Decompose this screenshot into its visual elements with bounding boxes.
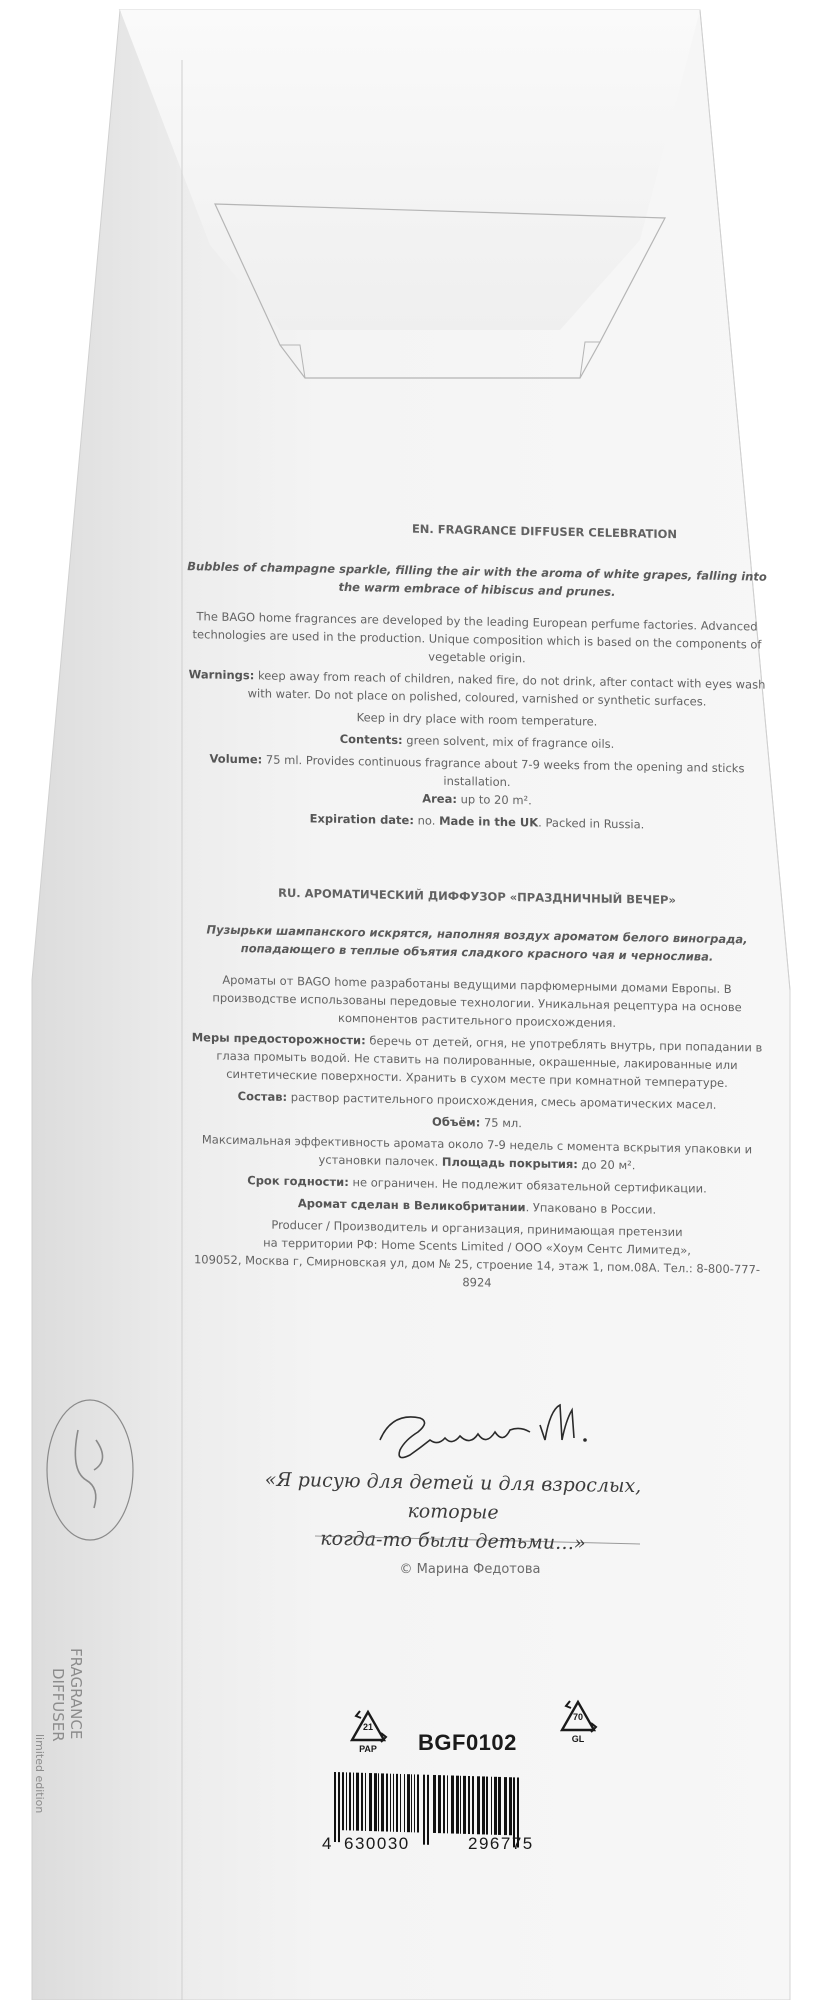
en-made-label: Made in the UK — [439, 813, 539, 830]
barcode-bar — [386, 1774, 388, 1832]
barcode-bar — [498, 1777, 501, 1835]
barcode-bar — [443, 1775, 445, 1833]
barcode-bar — [417, 1774, 419, 1832]
ru-title: RU. АРОМАТИЧЕСКИЙ ДИФФУЗОР «ПРАЗДНИЧНЫЙ ВЕЧЕР» — [278, 885, 676, 908]
en-warnings — [182, 665, 772, 712]
barcode-bar — [509, 1777, 512, 1835]
barcode-bar — [447, 1775, 448, 1833]
recycle-left-number: 21 — [362, 1722, 373, 1732]
en-area-text: up to 20 m². — [456, 792, 532, 808]
barcode-digits-group2: 296775 — [468, 1834, 534, 1853]
barcode-bar — [353, 1773, 354, 1831]
artist-quote — [228, 1465, 678, 1560]
en-title: EN. FRAGRANCE DIFFUSER CELEBRATION — [411, 521, 678, 542]
ru-area-label: Площадь покрытия: — [441, 1154, 578, 1172]
en-volume-text: 75 ml. Provides continuous fragrance about 7-9 weeks from the opening and sticks installation. — [262, 752, 745, 790]
barcode-bar — [381, 1773, 384, 1831]
en-description — [182, 557, 772, 840]
barcode-bar — [414, 1774, 415, 1832]
barcode-bar — [477, 1776, 480, 1834]
barcode-digit-first: 4 — [322, 1834, 333, 1853]
ru-contents-text: раствор растительного происхождения, смесь ароматических масел. — [287, 1089, 717, 1112]
barcode-bar — [342, 1772, 344, 1830]
barcode-bar — [438, 1775, 441, 1833]
recycle-right-label: GL — [571, 1734, 585, 1744]
barcode-bar — [411, 1774, 412, 1832]
barcode-bar — [423, 1775, 425, 1845]
barcode-bar — [472, 1776, 474, 1834]
ru-efficiency-text: Максимальная эффективность аромата около 7-9 недель с момента вскрытия упаковки и установки палочек. — [201, 1132, 753, 1169]
en-volume — [182, 749, 772, 814]
barcode-bar — [374, 1773, 377, 1831]
ru-expiration-label: Срок годности: — [247, 1173, 349, 1190]
recycle-left-label: PAP — [359, 1744, 377, 1754]
ru-volume-text: 75 мл. — [480, 1115, 522, 1131]
en-storage: Keep in dry place with room temperature. — [356, 710, 598, 729]
ru-warnings-text: беречь от детей, огня, не употреблять внутрь, при попадании в глаза промыть водой. Не ставить на полированные, окрашенные, лакированные или синтетические поверхности. Хранить в сухом месте при комнатной температуре. — [216, 1033, 763, 1091]
ru-warnings — [182, 1028, 772, 1093]
barcode-bar — [407, 1774, 410, 1832]
barcode-bar — [334, 1772, 336, 1842]
barcode-bar — [396, 1774, 398, 1832]
en-intro: The BAGO home fragrances are developed by the leading European perfume factories. Advanced technologies are used in the production. Unique composition which is based on the components of vegetable origin. — [192, 609, 762, 666]
ru-tagline: Пузырьки шампанского искрятся, наполняя воздух ароматом белого винограда, попадающего в теплые объятия сладкого красного чая и чернослива. — [206, 922, 748, 964]
en-expiration-text: no. — [413, 813, 440, 828]
ru-producer-line2: на территории РФ: Home Scents Limited / ООО «Хоум Сентс Лимитед», — [263, 1235, 691, 1258]
side-label-edition: limited edition — [33, 1734, 46, 1814]
ru-made-label: Аромат сделан в Великобритании — [297, 1196, 526, 1215]
barcode-bar — [356, 1773, 359, 1831]
barcode-bar — [404, 1774, 405, 1832]
en-expiration-label: Expiration date: — [309, 811, 414, 828]
barcode-bar — [378, 1773, 379, 1831]
ru-contents-label: Состав: — [237, 1089, 288, 1104]
barcode-bar — [463, 1776, 466, 1834]
en-made-text: . Packed in Russia. — [538, 815, 645, 832]
barcode-bar — [427, 1775, 429, 1845]
ru-expiration-text: не ограничен. Не подлежит обязательной сертификации. — [348, 1175, 707, 1196]
ru-description — [182, 882, 772, 1301]
en-contents-label: Contents: — [339, 731, 403, 748]
ru-area-text: до 20 м². — [577, 1157, 636, 1173]
barcode-bar — [393, 1774, 394, 1832]
barcode-bar — [468, 1776, 470, 1834]
ru-producer — [182, 1214, 772, 1297]
barcode-bar — [400, 1774, 401, 1832]
barcode-bar — [460, 1776, 461, 1834]
en-warnings-label: Warnings: — [188, 667, 255, 683]
barcode-bar — [349, 1772, 351, 1830]
en-volume-label: Volume: — [209, 751, 263, 767]
en-warnings-text: keep away from reach of children, naked fire, do not drink, after contact with eyes wash with water. Do not place on polished, coloured, varnished or synthetic surfaces. — [247, 668, 766, 709]
barcode-bar — [361, 1773, 363, 1831]
barcode-bar — [433, 1775, 436, 1833]
ru-warnings-label: Меры предосторожности: — [191, 1030, 366, 1048]
quote-copyright: © Марина Федотова — [399, 1562, 541, 1577]
barcode-digits-group1: 630030 — [344, 1834, 410, 1853]
side-label-diffuser: DIFFUSER — [49, 1668, 67, 1742]
product-code: BGF0102 — [418, 1730, 517, 1755]
ru-volume-label: Объём: — [432, 1114, 481, 1130]
ru-made-text: . Упаковано в России. — [525, 1200, 657, 1217]
barcode-bar — [338, 1772, 340, 1842]
barcode-bar — [494, 1777, 497, 1835]
barcode-bar — [504, 1777, 507, 1835]
quote-line-1: «Я рисую для детей и для взрослых, которые — [264, 1468, 642, 1524]
en-tagline: Bubbles of champagne sparkle, filling the air with the aroma of white grapes, falling into the warm embrace of hibiscus and prunes. — [187, 559, 767, 599]
ru-producer-line1: Producer / Производитель и организация, принимающая претензии — [271, 1217, 683, 1240]
ru-intro: Ароматы от BAGO home разработаны ведущими парфюмерными домами Европы. В производстве использованы передовые технологии. Уникальная рецептура на основе компонентов растительного происхождения. — [212, 972, 742, 1030]
en-area-label: Area: — [422, 791, 457, 807]
barcode-bar — [482, 1776, 485, 1834]
barcode-bar — [365, 1773, 366, 1831]
quote-line-2: когда-то были детьми…» — [320, 1527, 586, 1555]
ru-efficiency — [182, 1130, 772, 1177]
en-contents-text: green solvent, mix of fragrance oils. — [402, 733, 615, 751]
recycle-right-number: 70 — [572, 1712, 583, 1722]
barcode-bar — [390, 1774, 391, 1832]
ru-producer-line3: 109052, Москва г, Смирновская ул, дом № 25, строение 14, этаж 1, пом.08А. Тел.: 8-800-777-8924 — [193, 1252, 761, 1290]
barcode-bar — [451, 1776, 454, 1834]
barcode-bar — [486, 1777, 488, 1835]
side-label-fragrance: FRAGRANCE — [67, 1648, 85, 1740]
barcode-bar — [369, 1773, 372, 1831]
barcode-bar — [456, 1776, 459, 1834]
barcode-bar — [491, 1777, 492, 1835]
barcode-bar — [346, 1772, 347, 1830]
